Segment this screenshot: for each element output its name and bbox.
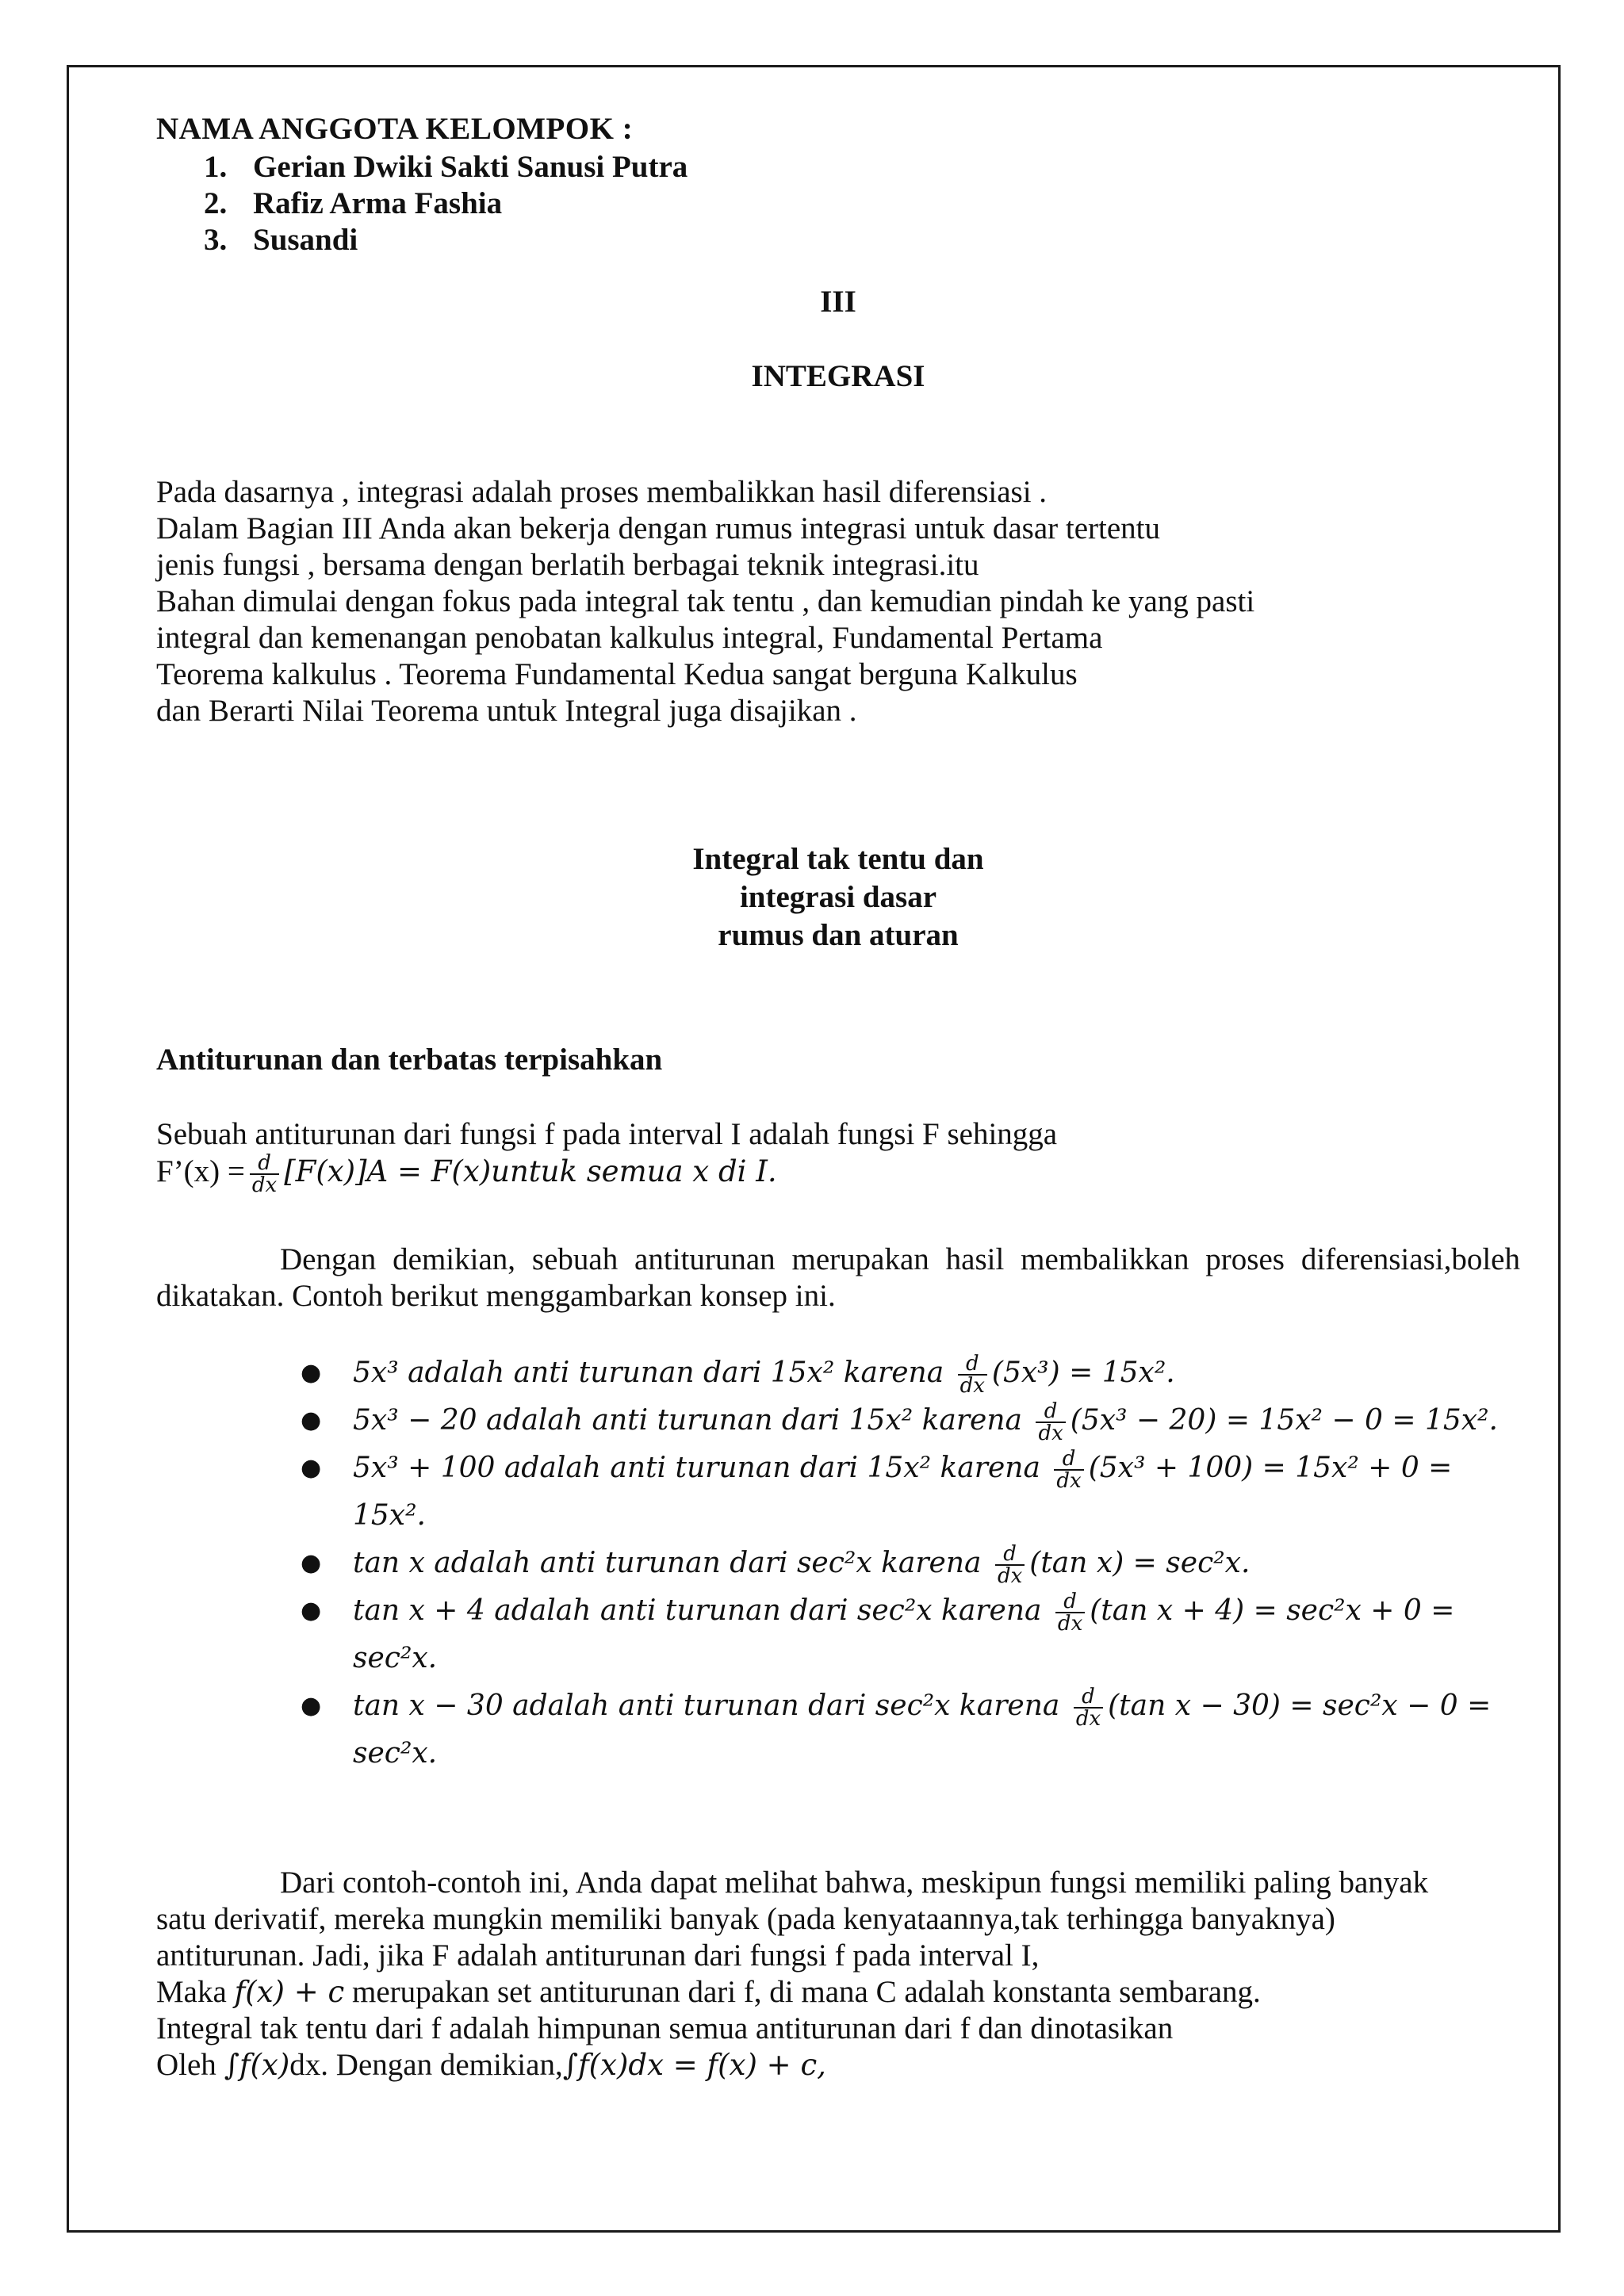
section-title: Antiturunan dan terbatas terpisahkan	[156, 1043, 663, 1077]
intro-line: jenis fungsi , bersama dengan berlatih berbagai teknik integrasi.itu	[156, 548, 979, 582]
document-page	[156, 111, 1520, 2084]
members-list	[156, 149, 1520, 258]
example-text: tan x adalah anti turunan dari sec²x karena	[353, 1547, 982, 1579]
fraction-denominator: dx	[997, 1564, 1023, 1588]
member-name: Susandi	[253, 223, 358, 257]
example-result: (tan x − 30) = sec²x − 0 =	[1108, 1689, 1492, 1722]
paragraph-text: Dengan demikian, sebuah antiturunan merupakan hasil membalikkan proses diferensiasi,boleh dikatakan. Contoh berikut menggambarkan konsep ini.	[156, 1242, 1520, 1313]
paragraph-line	[156, 1974, 1520, 2011]
intro-line: Bahan dimulai dengan fokus pada integral tak tentu , dan kemudian pindah ke yang pasti	[156, 584, 1255, 618]
example-item	[156, 1587, 1511, 1682]
fraction-denominator: dx	[959, 1374, 985, 1398]
integral-notation: ∫f(x)	[224, 2048, 290, 2082]
member-name: Rafiz Arma Fashia	[253, 186, 503, 220]
paragraph-line: satu derivatif, mereka mungkin memiliki banyak (pada kenyataannya,tak terhingga banyaknya)	[156, 1902, 1335, 1936]
member-item	[204, 149, 1520, 186]
derivative-fraction	[1074, 1686, 1103, 1729]
fraction-denominator: dx	[1038, 1422, 1063, 1445]
bullet-icon: ●	[301, 1597, 322, 1624]
oleh-mid: dx. Dengan demikian,	[289, 2048, 563, 2082]
member-number: 1.	[204, 150, 228, 184]
fraction-denominator: dx	[1056, 1469, 1082, 1493]
maka-math: f(x) + c	[234, 1975, 345, 2009]
intro-line: dan Berarti Nilai Teorema untuk Integral juga disajikan .	[156, 694, 857, 728]
chapter-number: III	[820, 285, 856, 319]
fraction-numerator: d	[958, 1353, 987, 1376]
subheading-line: integrasi dasar	[739, 880, 937, 914]
example-item	[156, 1349, 1511, 1397]
fraction-numerator: d	[1036, 1401, 1065, 1423]
derivative-fraction	[1054, 1448, 1083, 1491]
paragraph-text: Dari contoh-contoh ini, Anda dapat melihat bahwa, meskipun fungsi memiliki paling banyak	[280, 1866, 1429, 1900]
derivative-fraction	[958, 1353, 987, 1396]
example-text: tan x − 30 adalah anti turunan dari sec²x karena	[353, 1689, 1060, 1722]
paragraph-line: Integral tak tentu dari f adalah himpunan semua antiturunan dari f dan dinotasikan	[156, 2011, 1174, 2045]
intro-line: Teorema kalkulus . Teorema Fundamental Kedua sangat berguna Kalkulus	[156, 657, 1078, 691]
example-text: 5x³ + 100 adalah anti turunan dari 15x² karena	[353, 1452, 1040, 1484]
bullet-icon: ●	[301, 1359, 322, 1387]
members-heading: NAMA ANGGOTA KELOMPOK :	[156, 112, 634, 146]
example-result: (5x³ + 100) = 15x² + 0 =	[1088, 1452, 1453, 1484]
example-item	[156, 1397, 1511, 1445]
definition-formula	[156, 1153, 1520, 1196]
maka-rest: merupakan set antiturunan dari f, di mana C adalah konstanta sembarang.	[352, 1975, 1261, 2009]
example-continuation: sec²x.	[353, 1737, 438, 1770]
paragraph-antiderivative	[156, 1242, 1520, 1314]
definition-line: Sebuah antiturunan dari fungsi f pada interval I adalah fungsi F sehingga	[156, 1117, 1058, 1151]
intro-line: integral dan kemenangan penobatan kalkulus integral, Fundamental Pertama	[156, 621, 1103, 655]
example-result: (5x³) = 15x².	[991, 1357, 1175, 1389]
fraction-denominator: dx	[1075, 1707, 1101, 1731]
fraction-denominator: dx	[251, 1173, 278, 1197]
example-text: 5x³ − 20 adalah anti turunan dari 15x² karena	[353, 1404, 1023, 1437]
definition-prefix: F’(x) =	[156, 1154, 245, 1188]
paragraph-line	[156, 1865, 1520, 1901]
example-item	[156, 1445, 1511, 1540]
example-item	[156, 1540, 1511, 1587]
paragraph-line	[156, 2047, 1520, 2084]
intro-paragraph	[156, 474, 1520, 729]
derivative-fraction	[995, 1544, 1025, 1586]
member-item	[204, 222, 1520, 258]
paragraph-line: antiturunan. Jadi, jika F adalah antiturunan dari fungsi f pada interval I,	[156, 1938, 1040, 1973]
intro-line: Pada dasarnya , integrasi adalah proses membalikkan hasil diferensiasi .	[156, 475, 1048, 509]
example-result: (tan x) = sec²x.	[1029, 1547, 1251, 1579]
definition-expression: [F(x)]A = F(x)untuk semua x di I.	[284, 1154, 777, 1188]
member-number: 3.	[204, 223, 228, 257]
bullet-icon: ●	[301, 1692, 322, 1720]
fraction-numerator: d	[1074, 1686, 1103, 1709]
oleh-prefix: Oleh	[156, 2048, 216, 2082]
integral-formula: ∫f(x)dx = f(x) + c,	[562, 2048, 826, 2082]
chapter-title: INTEGRASI	[751, 359, 925, 393]
examples-list	[156, 1349, 1520, 1777]
derivative-fraction	[1036, 1401, 1065, 1444]
example-text: 5x³ adalah anti turunan dari 15x² karena	[353, 1357, 944, 1389]
derivative-fraction	[250, 1153, 279, 1196]
fraction-numerator: d	[1055, 1591, 1085, 1613]
subheading-line: rumus dan aturan	[718, 918, 959, 952]
bullet-icon: ●	[301, 1549, 322, 1577]
example-result: (5x³ − 20) = 15x² − 0 = 15x².	[1070, 1404, 1498, 1437]
fraction-numerator: d	[250, 1153, 279, 1175]
member-item	[204, 186, 1520, 222]
paragraph-indefinite-integral	[156, 1865, 1520, 2084]
example-result: (tan x + 4) = sec²x + 0 =	[1090, 1594, 1455, 1627]
member-name: Gerian Dwiki Sakti Sanusi Putra	[253, 150, 688, 184]
fraction-denominator: dx	[1057, 1612, 1083, 1636]
example-continuation: 15x².	[353, 1499, 426, 1532]
subheading-line: Integral tak tentu dan	[692, 842, 984, 876]
fraction-numerator: d	[1054, 1448, 1083, 1471]
example-continuation: sec²x.	[353, 1642, 438, 1674]
example-item	[156, 1682, 1511, 1777]
member-number: 2.	[204, 186, 228, 220]
bullet-icon: ●	[301, 1454, 322, 1482]
maka-prefix: Maka	[156, 1975, 227, 2009]
section-subheading	[156, 840, 1520, 955]
definition-block	[156, 1116, 1520, 1196]
example-text: tan x + 4 adalah anti turunan dari sec²x karena	[353, 1594, 1042, 1627]
intro-line: Dalam Bagian III Anda akan bekerja dengan rumus integrasi untuk dasar tertentu	[156, 511, 1160, 545]
fraction-numerator: d	[995, 1544, 1025, 1566]
bullet-icon: ●	[301, 1406, 322, 1434]
derivative-fraction	[1055, 1591, 1085, 1634]
